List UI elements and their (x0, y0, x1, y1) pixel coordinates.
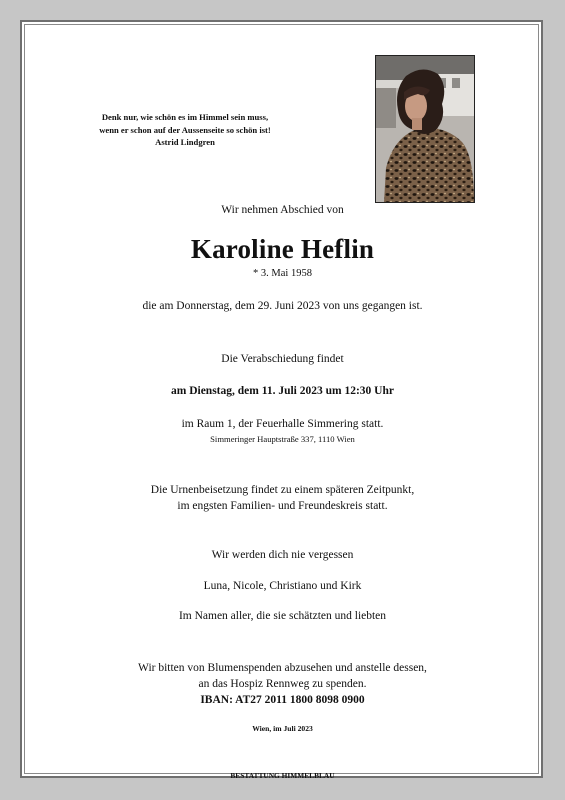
in-name-of-all-text: Im Namen aller, die sie schätzten und liebten (178, 610, 387, 622)
ceremony-datetime: am Dienstag, dem 11. Juli 2023 um 12:30 Uhr (171, 385, 394, 397)
portrait-photo (375, 55, 475, 203)
quote-author: Astrid Lindgren (155, 137, 215, 147)
death-text: die am Donnerstag, dem 29. Juni 2023 von uns gegangen ist. (142, 300, 423, 312)
urn-burial-text (0, 482, 565, 514)
urn-line-2: im engsten Familien- und Freundeskreis statt. (177, 500, 388, 512)
urn-line-1: Die Urnenbeisetzung findet zu einem späteren Zeitpunkt, (150, 484, 415, 496)
intro-text: Wir nehmen Abschied von (221, 204, 344, 216)
quote-line-1: Denk nur, wie schön es im Himmel sein muss, (101, 112, 269, 122)
birth-date: * 3. Mai 1958 (253, 268, 312, 279)
funeral-home-name: BESTATTUNG HIMMELBLAU (230, 771, 335, 780)
donation-line-1: Wir bitten von Blumenspenden abzusehen und anstelle dessen, (138, 662, 427, 674)
deceased-name: Karoline Heflin (190, 234, 375, 264)
ceremony-address: Simmeringer Hauptstraße 337, 1110 Wien (210, 434, 355, 444)
donation-line-2: an das Hospiz Rennweg zu spenden. (198, 678, 367, 690)
dateline: Wien, im Juli 2023 (252, 724, 313, 733)
never-forget-text: Wir werden dich nie vergessen (211, 549, 354, 561)
quote-line-2: wenn er schon auf der Aussenseite so schön ist! (99, 124, 271, 135)
donation-request (0, 660, 565, 708)
ceremony-place: im Raum 1, der Feuerhalle Simmering statt. (181, 418, 384, 430)
donation-iban: IBAN: AT27 2011 1800 8098 0900 (200, 694, 365, 706)
family-names: Luna, Nicole, Christiano und Kirk (203, 580, 362, 592)
ceremony-intro: Die Verabschiedung findet (221, 353, 344, 365)
quote-block (69, 111, 301, 149)
